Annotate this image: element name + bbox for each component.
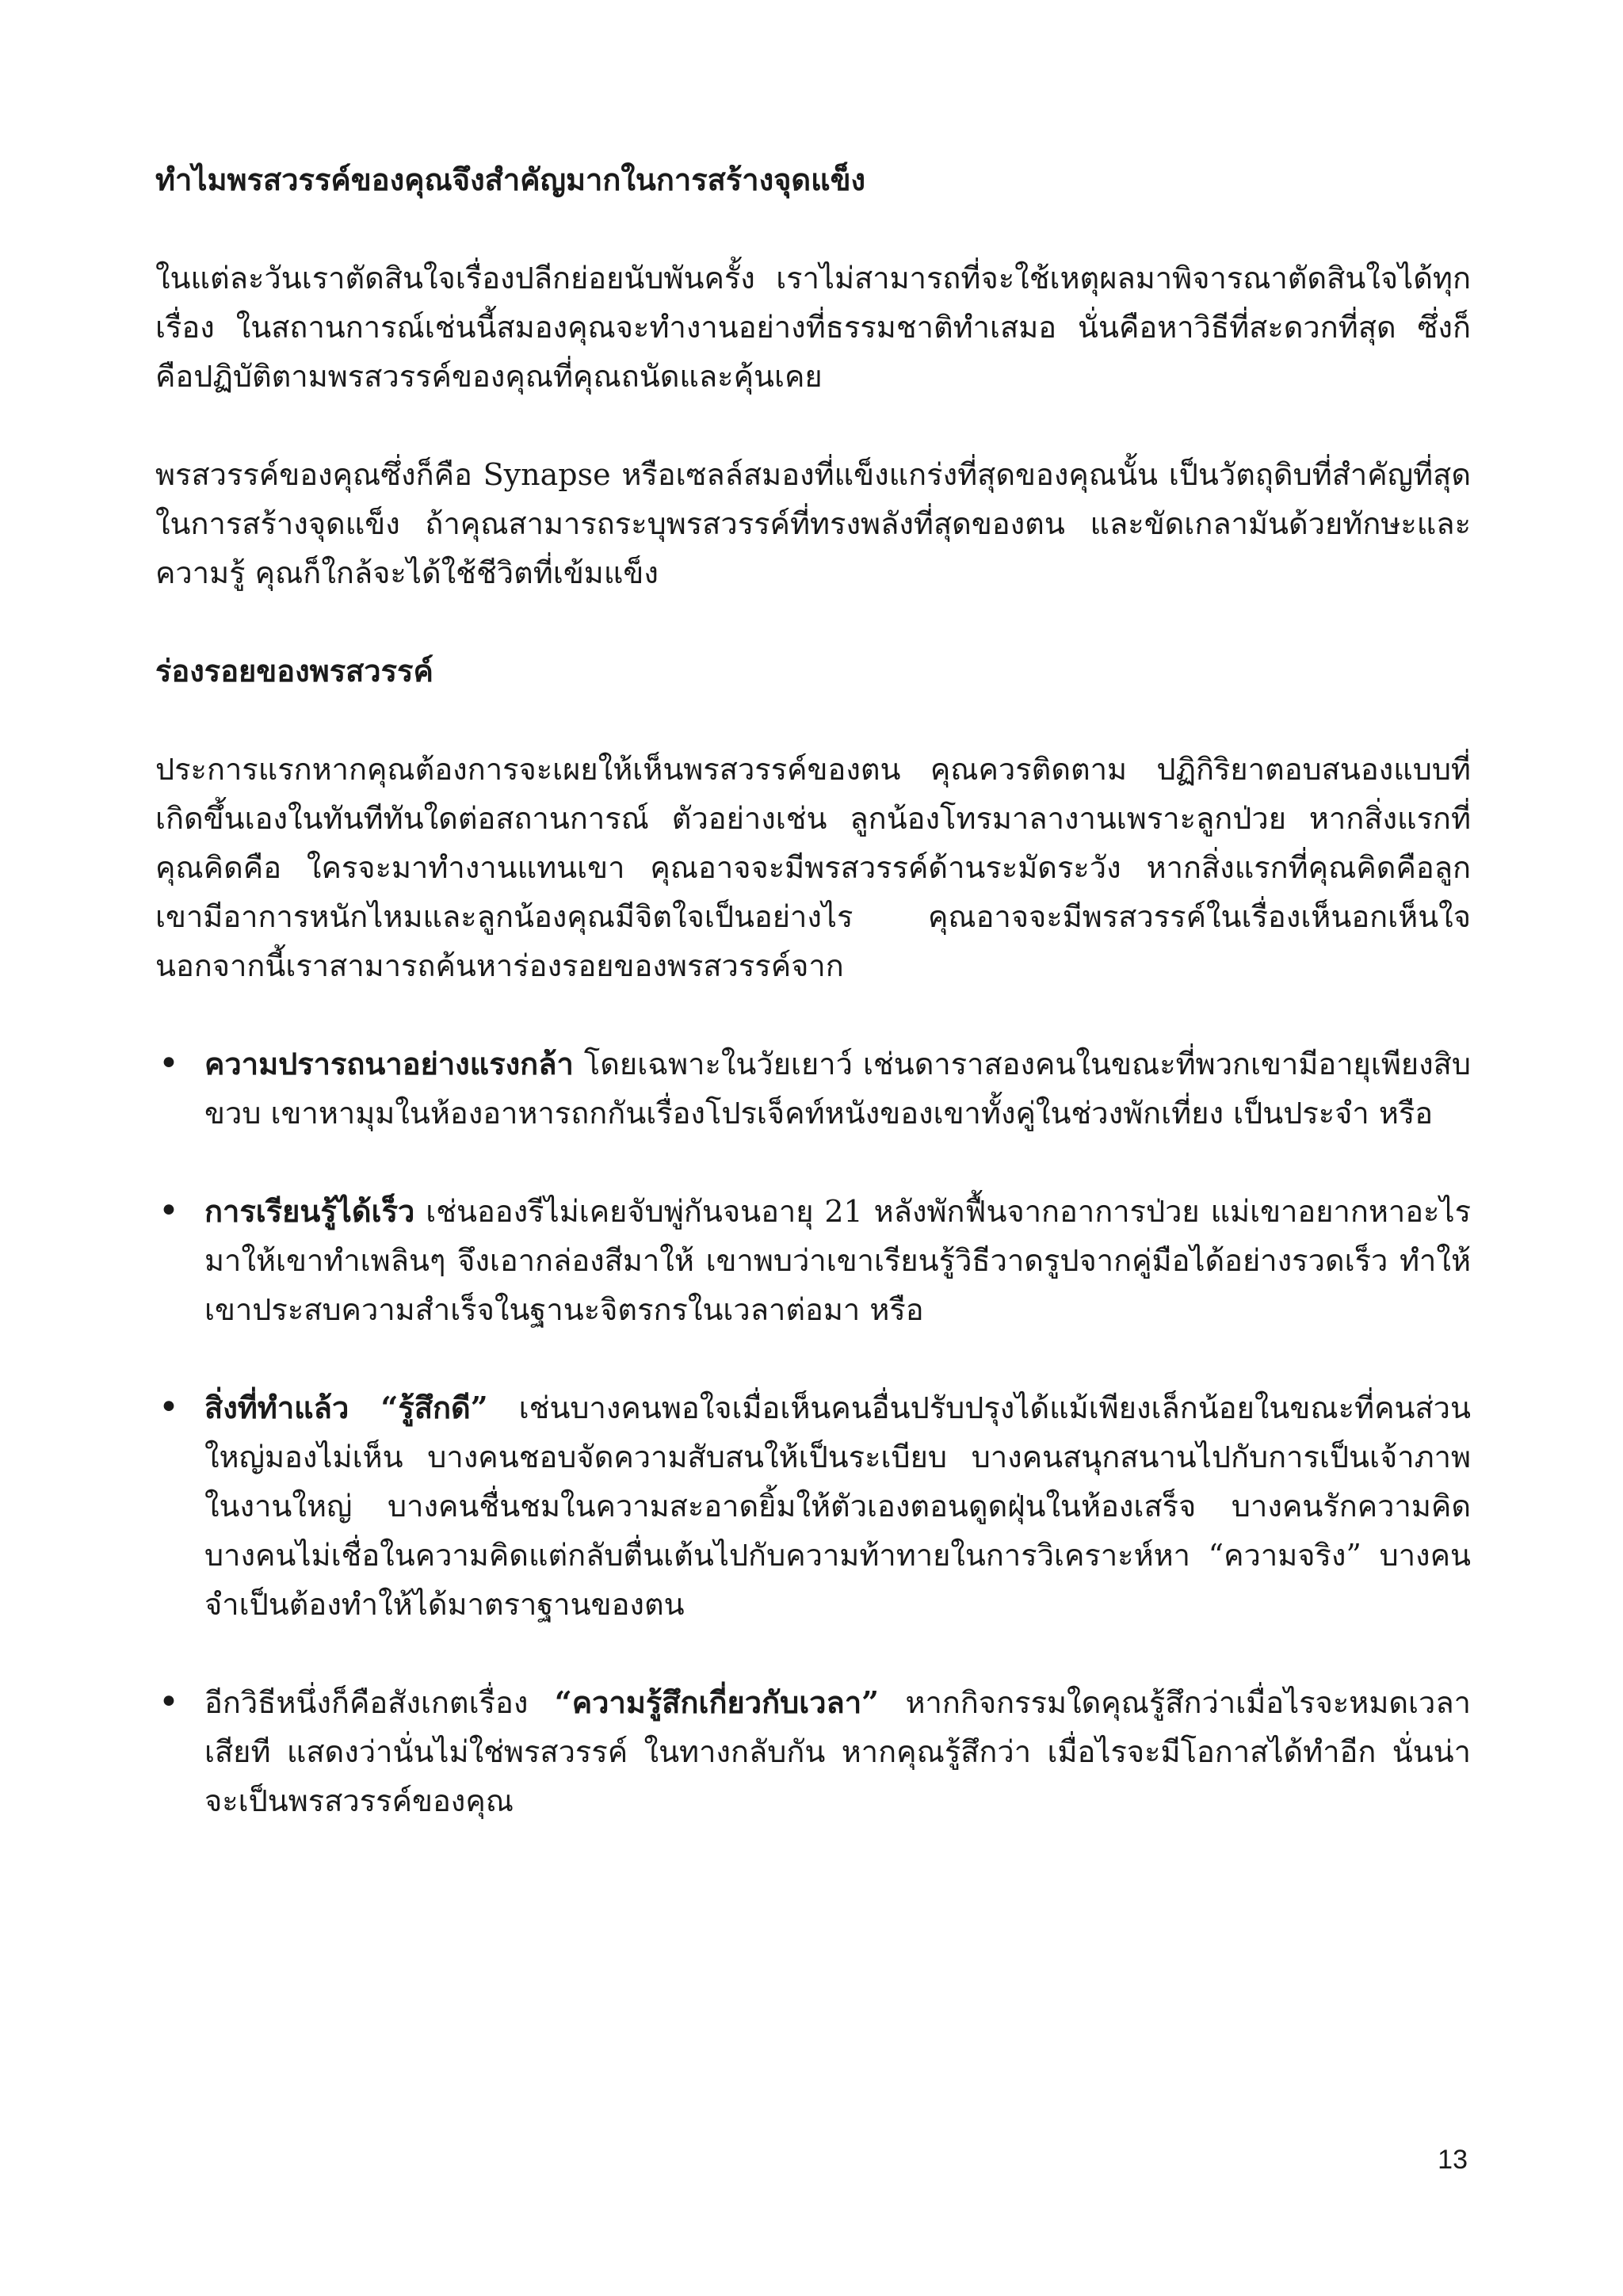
bullet-term: “ความรู้สึกเกี่ยวกับเวลา” (554, 1684, 880, 1720)
paragraph-synapse: พรสวรรค์ของคุณซึ่งก็คือ Synapse หรือเซลล์สมองที่แข็งแกร่งที่สุดของคุณนั้น เป็นวัตถุดิบที่สำคัญที่สุดในการสร้างจุดแข็ง ถ้าคุณสามารถระบุพรสวรรค์ที่ทรงพลังที่สุดของตน และขัดเกลามันด้วยทักษะและความรู้ คุณก็ใกล้จะได้ใช้ชีวิตที่เข้มแข็ง (155, 457, 1471, 590)
bullet-lead: อีกวิธีหนึ่งก็คือสังเกตเรื่อง (204, 1685, 555, 1720)
page-number: 13 (1438, 2145, 1468, 2175)
bullet-term: การเรียนรู้ได้เร็ว (204, 1193, 415, 1229)
bullet-text: โดยเฉพาะในวัยเยาว์ เช่นดาราสองคนในขณะที่พวกเขามีอายุเพียงสิบขวบ เขาหามุมในห้องอาหารถกกันเรื่องโปรเจ็คท์หนังของเขาทั้งคู่ในช่วงพักเที่ยง เป็นประจำ หรือ (204, 1047, 1471, 1131)
bullet-text: หากกิจกรรมใดคุณรู้สึกว่าเมื่อไรจะหมดเวลาเสียที แสดงว่านั่นไม่ใช่พรสวรรค์ ในทางกลับกัน หากคุณรู้สึกว่า เมื่อไรจะมีโอกาสได้ทำอีก นั่นน่าจะเป็นพรสวรรค์ของคุณ (204, 1685, 1471, 1818)
section-heading-talent-traces: ร่องรอยของพรสวรรค์ (155, 653, 433, 688)
bullet-icon: • (158, 1043, 179, 1084)
talent-clues-list (155, 1039, 1471, 1825)
page-content (155, 155, 1471, 1875)
bullet-text: เช่นบางคนพอใจเมื่อเห็นคนอื่นปรับปรุงได้แม้เพียงเล็กน้อยในขณะที่คนส่วนใหญ่มองไม่เห็น บางคนชอบจัดความสับสนให้เป็นระเบียบ บางคนสนุกสนานไปกับการเป็นเจ้าภาพในงานใหญ่ บางคนชื่นชมในความสะอาดยิ้มให้ตัวเองตอนดูดฝุ่นในห้องเสร็จ บางคนรักความคิด บางคนไม่เชื่อในความคิดแต่กลับตื่นเต้นไปกับความท้าทายในการวิเคราะห์หา “ความจริง” บางคนจำเป็นต้องทำให้ได้มาตราฐานของตน (204, 1390, 1471, 1622)
bullet-term: ความปรารถนาอย่างแรงกล้า (204, 1046, 574, 1081)
bullet-term: สิ่งที่ทำแล้ว “รู้สึกดี” (204, 1390, 488, 1425)
list-item-strong-desire (155, 1039, 1471, 1138)
list-item-fast-learning (155, 1187, 1471, 1334)
paragraph-talent-intro: ประการแรกหากคุณต้องการจะเผยให้เห็นพรสวรรค์ของตน คุณควรติดตาม ปฏิกิริยาตอบสนองแบบที่เกิดขึ้นเองในทันทีทันใดต่อสถานการณ์ ตัวอย่างเช่น ลูกน้องโทรมาลางานเพราะลูกป่วย หากสิ่งแรกที่คุณคิดคือ ใครจะมาทำงานแทนเขา คุณอาจจะมีพรสวรรค์ด้านระมัดระวัง หากสิ่งแรกที่คุณคิดคือลูกเขามีอาการหนักไหมและลูกน้องคุณมีจิตใจเป็นอย่างไร คุณอาจจะมีพรสวรรค์ในเรื่องเห็นอกเห็นใจ นอกจากนี้เราสามารถค้นหาร่องรอยของพรสวรรค์จาก (155, 752, 1471, 983)
list-item-sense-of-time (155, 1678, 1471, 1825)
bullet-icon: • (158, 1682, 179, 1722)
list-item-feels-good (155, 1383, 1471, 1629)
section-heading-why-talent: ทำไมพรสวรรค์ของคุณจึงสำคัญมากในการสร้างจุดแข็ง (155, 162, 866, 197)
bullet-text: เช่นอองรีไม่เคยจับพู่กันจนอายุ 21 หลังพักฟื้นจากอาการป่วย แม่เขาอยากหาอะไรมาให้เขาทำเพลินๆ จึงเอากล่องสีมาให้ เขาพบว่าเขาเรียนรู้วิธีวาดรูปจากคู่มือได้อย่างรวดเร็ว ทำให้เขาประสบความสำเร็จในฐานะจิตรกรในเวลาต่อมา หรือ (204, 1194, 1471, 1327)
paragraph-daily-decisions: ในแต่ละวันเราตัดสินใจเรื่องปลีกย่อยนับพันครั้ง เราไม่สามารถที่จะใช้เหตุผลมาพิจารณาตัดสินใจได้ทุกเรื่อง ในสถานการณ์เช่นนี้สมองคุณจะทำงานอย่างที่ธรรมชาติทำเสมอ นั่นคือหาวิธีที่สะดวกที่สุด ซึ่งก็คือปฏิบัติตามพรสวรรค์ของคุณที่คุณถนัดและคุ้นเคย (155, 261, 1471, 394)
bullet-icon: • (158, 1191, 179, 1231)
bullet-icon: • (158, 1387, 179, 1428)
